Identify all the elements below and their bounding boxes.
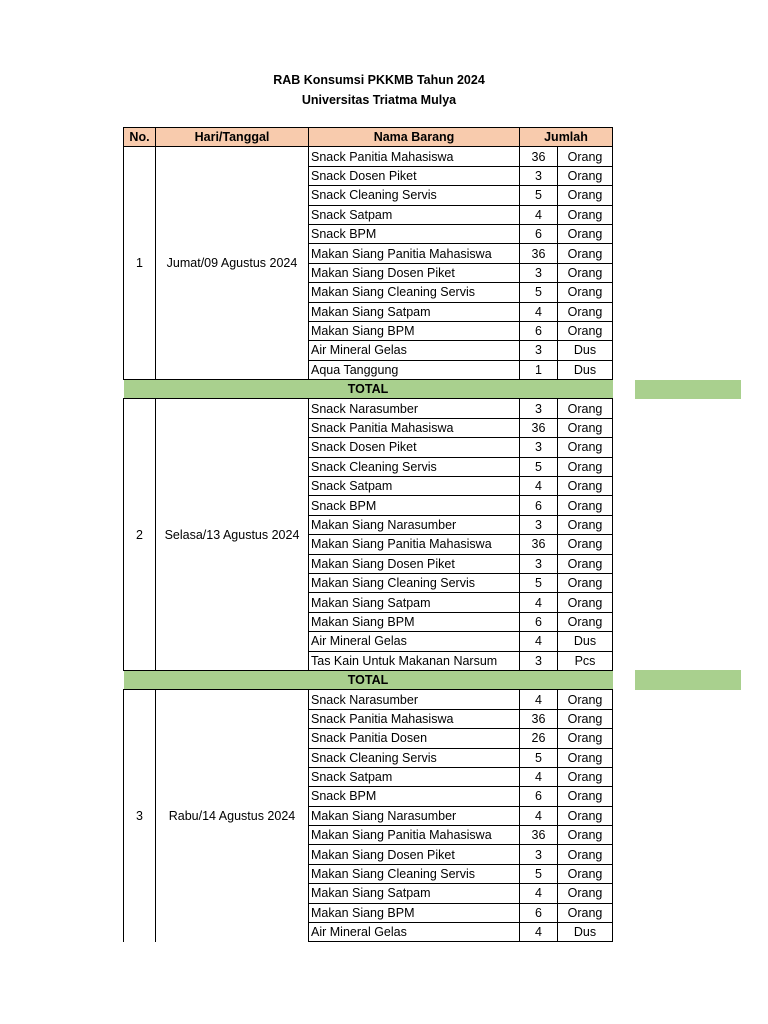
item-unit: Dus (558, 341, 613, 360)
item-name: Makan Siang Cleaning Servis (309, 573, 520, 592)
item-name: Snack Panitia Mahasiswa (309, 418, 520, 437)
item-qty: 6 (520, 224, 558, 243)
item-name: Snack Cleaning Servis (309, 457, 520, 476)
item-name: Makan Siang Cleaning Servis (309, 864, 520, 883)
item-qty: 36 (520, 535, 558, 554)
item-name: Air Mineral Gelas (309, 923, 520, 942)
item-unit: Orang (558, 767, 613, 786)
table-body (124, 147, 613, 942)
day-date: Jumat/09 Agustus 2024 (156, 147, 309, 380)
item-name: Makan Siang Cleaning Servis (309, 283, 520, 302)
item-qty: 5 (520, 748, 558, 767)
item-qty: 4 (520, 767, 558, 786)
item-unit: Orang (558, 903, 613, 922)
item-qty: 4 (520, 302, 558, 321)
item-qty: 5 (520, 457, 558, 476)
item-name: Makan Siang Panitia Mahasiswa (309, 826, 520, 845)
total-row (124, 380, 613, 399)
item-qty: 5 (520, 864, 558, 883)
item-qty: 6 (520, 787, 558, 806)
item-qty: 4 (520, 593, 558, 612)
item-qty: 3 (520, 263, 558, 282)
table-row (124, 399, 613, 418)
item-qty: 5 (520, 186, 558, 205)
item-name: Snack Cleaning Servis (309, 186, 520, 205)
item-unit: Orang (558, 438, 613, 457)
budget-table (123, 127, 613, 942)
item-name: Makan Siang Panitia Mahasiswa (309, 535, 520, 554)
item-unit: Orang (558, 321, 613, 340)
day-date: Selasa/13 Agustus 2024 (156, 399, 309, 670)
item-unit: Orang (558, 477, 613, 496)
item-unit: Orang (558, 573, 613, 592)
day-number: 3 (124, 690, 156, 942)
item-qty: 6 (520, 612, 558, 631)
item-qty: 3 (520, 438, 558, 457)
item-qty: 6 (520, 496, 558, 515)
item-unit: Orang (558, 884, 613, 903)
item-name: Snack Narasumber (309, 399, 520, 418)
item-qty: 26 (520, 729, 558, 748)
item-name: Snack Panitia Mahasiswa (309, 709, 520, 728)
item-name: Makan Siang Satpam (309, 884, 520, 903)
header-day: Hari/Tanggal (156, 128, 309, 147)
day-number: 1 (124, 147, 156, 380)
item-name: Snack Dosen Piket (309, 438, 520, 457)
item-unit: Orang (558, 166, 613, 185)
item-qty: 4 (520, 923, 558, 942)
title-line-1: RAB Konsumsi PKKMB Tahun 2024 (273, 73, 485, 87)
total-row (124, 670, 613, 689)
item-qty: 36 (520, 709, 558, 728)
item-unit: Orang (558, 690, 613, 709)
table-row (124, 690, 613, 709)
item-qty: 3 (520, 341, 558, 360)
item-name: Air Mineral Gelas (309, 632, 520, 651)
item-qty: 4 (520, 884, 558, 903)
item-unit: Pcs (558, 651, 613, 670)
item-name: Makan Siang BPM (309, 321, 520, 340)
total-label: TOTAL (124, 380, 613, 399)
item-name: Makan Siang Narasumber (309, 515, 520, 534)
item-name: Makan Siang BPM (309, 612, 520, 631)
item-name: Air Mineral Gelas (309, 341, 520, 360)
item-qty: 3 (520, 399, 558, 418)
item-name: Snack Panitia Mahasiswa (309, 147, 520, 166)
item-unit: Orang (558, 709, 613, 728)
item-unit: Orang (558, 612, 613, 631)
header-no: No. (124, 128, 156, 147)
item-unit: Orang (558, 418, 613, 437)
item-qty: 36 (520, 244, 558, 263)
item-name: Snack BPM (309, 787, 520, 806)
document-title (123, 70, 635, 110)
item-unit: Orang (558, 302, 613, 321)
item-qty: 5 (520, 283, 558, 302)
header-row (124, 128, 613, 147)
item-unit: Orang (558, 283, 613, 302)
item-qty: 1 (520, 360, 558, 379)
item-unit: Orang (558, 748, 613, 767)
title-line-2: Universitas Triatma Mulya (301, 93, 457, 107)
item-unit: Orang (558, 729, 613, 748)
item-qty: 36 (520, 147, 558, 166)
item-name: Makan Siang Narasumber (309, 806, 520, 825)
item-name: Snack Narasumber (309, 690, 520, 709)
item-name: Makan Siang Dosen Piket (309, 263, 520, 282)
item-unit: Orang (558, 515, 613, 534)
item-unit: Orang (558, 535, 613, 554)
item-unit: Orang (558, 826, 613, 845)
item-unit: Dus (558, 632, 613, 651)
item-unit: Orang (558, 806, 613, 825)
header-qty: Jumlah (520, 128, 613, 147)
item-unit: Orang (558, 787, 613, 806)
item-unit: Orang (558, 399, 613, 418)
item-qty: 5 (520, 573, 558, 592)
item-qty: 3 (520, 166, 558, 185)
item-name: Tas Kain Untuk Makanan Narsum (309, 651, 520, 670)
total-label: TOTAL (124, 670, 613, 689)
item-qty: 3 (520, 651, 558, 670)
item-unit: Orang (558, 244, 613, 263)
item-qty: 4 (520, 806, 558, 825)
item-name: Snack Dosen Piket (309, 166, 520, 185)
item-unit: Orang (558, 864, 613, 883)
day-number: 2 (124, 399, 156, 670)
item-qty: 4 (520, 690, 558, 709)
item-unit: Orang (558, 496, 613, 515)
item-name: Snack BPM (309, 224, 520, 243)
item-qty: 6 (520, 321, 558, 340)
item-qty: 36 (520, 418, 558, 437)
item-name: Makan Siang Dosen Piket (309, 554, 520, 573)
item-name: Aqua Tanggung (309, 360, 520, 379)
item-qty: 4 (520, 205, 558, 224)
item-unit: Orang (558, 147, 613, 166)
item-unit: Dus (558, 360, 613, 379)
item-qty: 4 (520, 632, 558, 651)
item-unit: Orang (558, 186, 613, 205)
item-unit: Orang (558, 457, 613, 476)
item-name: Snack BPM (309, 496, 520, 515)
item-qty: 3 (520, 515, 558, 534)
item-name: Makan Siang Satpam (309, 302, 520, 321)
item-name: Snack Panitia Dosen (309, 729, 520, 748)
item-name: Makan Siang Panitia Mahasiswa (309, 244, 520, 263)
item-qty: 6 (520, 903, 558, 922)
item-name: Snack Satpam (309, 205, 520, 224)
item-unit: Orang (558, 263, 613, 282)
header-name: Nama Barang (309, 128, 520, 147)
item-name: Makan Siang Dosen Piket (309, 845, 520, 864)
item-name: Makan Siang Satpam (309, 593, 520, 612)
item-unit: Orang (558, 205, 613, 224)
item-unit: Orang (558, 845, 613, 864)
item-name: Snack Satpam (309, 767, 520, 786)
total-row-fill (635, 670, 741, 689)
item-name: Snack Cleaning Servis (309, 748, 520, 767)
item-unit: Orang (558, 554, 613, 573)
total-row-fill (635, 380, 741, 399)
item-qty: 36 (520, 826, 558, 845)
item-name: Makan Siang BPM (309, 903, 520, 922)
item-unit: Orang (558, 593, 613, 612)
item-name: Snack Satpam (309, 477, 520, 496)
table-row (124, 147, 613, 166)
item-qty: 3 (520, 554, 558, 573)
item-qty: 4 (520, 477, 558, 496)
day-date: Rabu/14 Agustus 2024 (156, 690, 309, 942)
item-unit: Orang (558, 224, 613, 243)
item-qty: 3 (520, 845, 558, 864)
item-unit: Dus (558, 923, 613, 942)
